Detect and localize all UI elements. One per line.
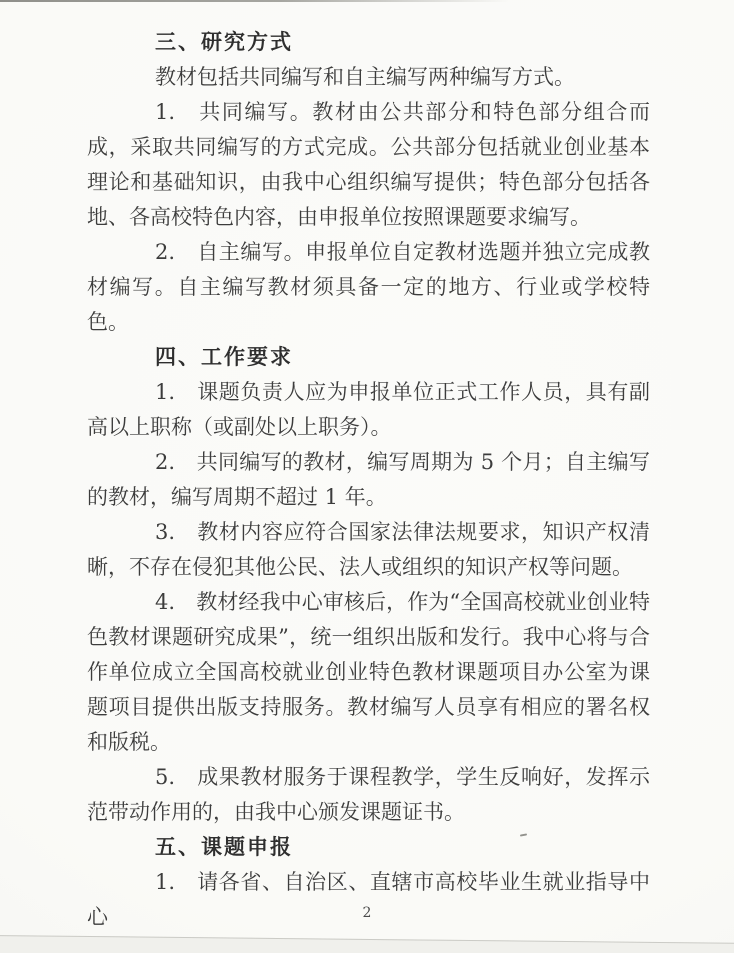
section-heading: 五、课题申报 [155,835,293,859]
body-paragraph: 1. 共同编写。教材由公共部分和特色部分组合而成，采取共同编写的方式完成。公共部分包括就业创业基本理论和基础知识，由我中心组织编写提供；特色部分包括各地、各高校特色内容，由申报单位按照课题要求编写。 [87,100,650,229]
body-paragraph: 1. 课题负责人应为申报单位正式工作人员，具有副高以上职称（或副处以上职务）。 [87,380,650,439]
section-heading: 三、研究方式 [155,30,293,54]
body-paragraph: 1. 请各省、自治区、直辖市高校毕业生就业指导中心 [87,870,650,929]
scan-edge-artifact-top [0,0,510,2]
section-heading: 四、工作要求 [155,345,293,369]
document-body [87,25,650,935]
body-paragraph: 教材包括共同编写和自主编写两种编写方式。 [155,65,575,89]
scan-edge-artifact-bottom [0,935,734,953]
body-paragraph: 5. 成果教材服务于课程教学，学生反响好，发挥示范带动作用的，由我中心颁发课题证书。 [87,765,650,824]
page-number: 2 [362,905,372,921]
body-paragraph: 2. 共同编写的教材，编写周期为 5 个月；自主编写的教材，编写周期不超过 1 年。 [87,450,650,509]
body-paragraph: 4. 教材经我中心审核后，作为“全国高校就业创业特色教材课题研究成果”，统一组织出版和发行。我中心将与合作单位成立全国高校就业创业特色教材课题项目办公室为课题项目提供出版支持服务。教材编写人员享有相应的署名权和版税。 [87,590,650,754]
body-paragraph: 3. 教材内容应符合国家法律法规要求，知识产权清晰，不存在侵犯其他公民、法人或组织的知识产权等问题。 [87,520,650,579]
body-paragraph: 2. 自主编写。申报单位自定教材选题并独立完成教材编写。自主编写教材须具备一定的地方、行业或学校特色。 [87,240,650,334]
